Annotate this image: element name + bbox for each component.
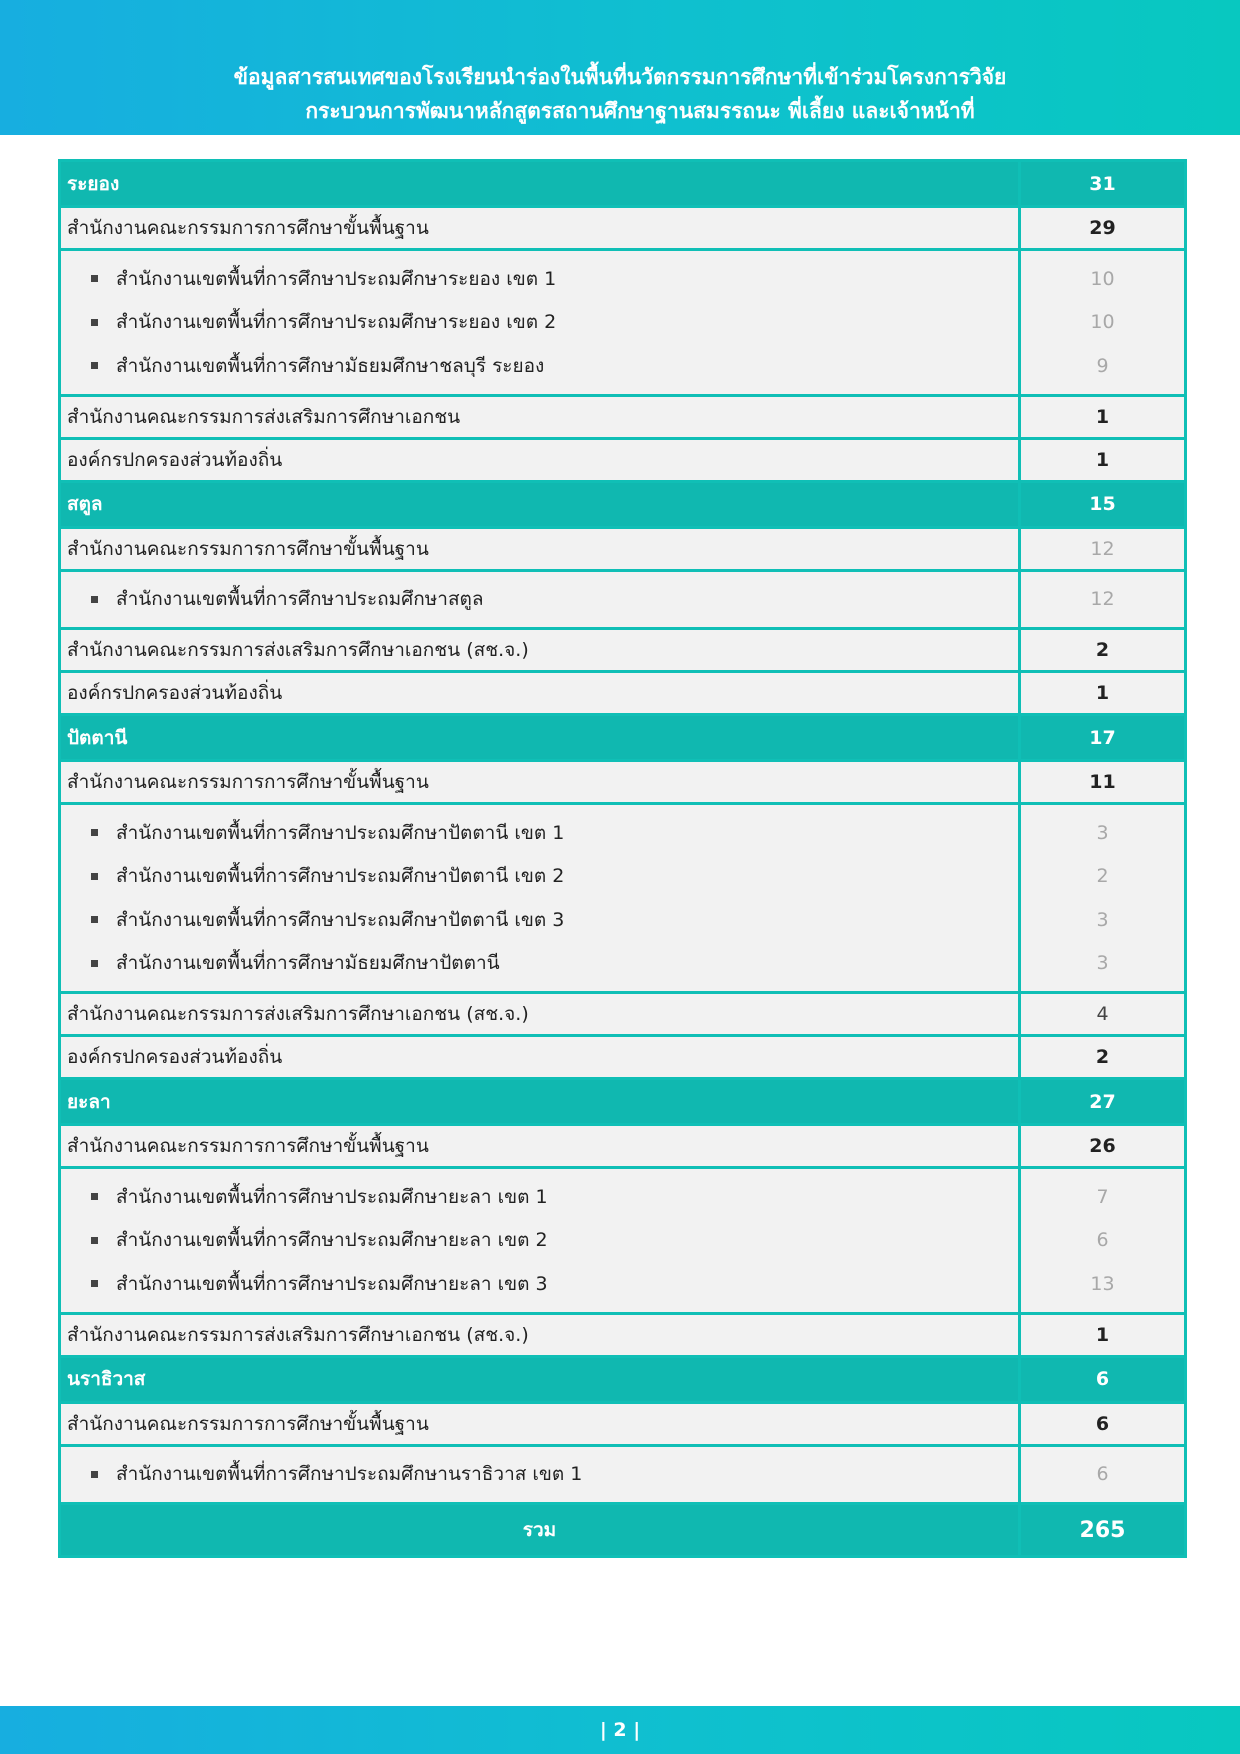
district-name: สำนักงานเขตพื้นที่การศึกษาประถมศึกษายะลา เขต 2 xyxy=(116,1229,548,1252)
agency-count: 12 xyxy=(1020,527,1186,570)
province-name: ระยอง xyxy=(60,161,1020,207)
district-count: 9 xyxy=(1096,354,1109,377)
agency-name: สำนักงานคณะกรรมการส่งเสริมการศึกษาเอกชน (สช.จ.) xyxy=(60,1313,1020,1356)
total-value: 265 xyxy=(1020,1504,1186,1557)
schools-table xyxy=(58,159,1187,1558)
page-number: | 2 | xyxy=(599,1719,641,1741)
square-bullet-icon xyxy=(91,275,98,282)
district-counts-cell xyxy=(1020,1168,1186,1314)
district-count: 7 xyxy=(1096,1185,1109,1208)
province-total: 6 xyxy=(1020,1356,1186,1402)
district-item xyxy=(61,1453,1018,1497)
district-count: 6 xyxy=(1096,1229,1109,1252)
district-names-cell xyxy=(60,250,1020,396)
district-group xyxy=(60,1168,1186,1314)
province-row xyxy=(60,161,1186,207)
district-name: สำนักงานเขตพื้นที่การศึกษาประถมศึกษาปัตตานี เขต 1 xyxy=(116,821,565,844)
district-item xyxy=(61,942,1018,986)
district-group xyxy=(60,570,1186,629)
district-name: สำนักงานเขตพื้นที่การศึกษาประถมศึกษาสตูล xyxy=(116,588,484,611)
district-count: 3 xyxy=(1096,908,1109,931)
header-title-line1: ข้อมูลสารสนเทศของโรงเรียนนำร่องในพื้นที่นวัตกรรมการศึกษาที่เข้าร่วมโครงการวิจัย xyxy=(233,65,1007,89)
agency-row xyxy=(60,438,1186,481)
agency-count: 1 xyxy=(1020,395,1186,438)
agency-name: สำนักงานคณะกรรมการการศึกษาขั้นพื้นฐาน xyxy=(60,207,1020,250)
district-item xyxy=(61,1175,1018,1219)
square-bullet-icon xyxy=(91,1280,98,1287)
district-name: สำนักงานเขตพื้นที่การศึกษาประถมศึกษาระยอง เขต 1 xyxy=(116,267,557,290)
district-count: 3 xyxy=(1096,952,1109,975)
square-bullet-icon xyxy=(91,362,98,369)
district-name: สำนักงานเขตพื้นที่การศึกษามัธยมศึกษาชลบุรี ระยอง xyxy=(116,354,545,377)
province-total: 27 xyxy=(1020,1079,1186,1125)
province-row xyxy=(60,1079,1186,1125)
district-count: 10 xyxy=(1090,267,1115,290)
district-counts-cell xyxy=(1020,250,1186,396)
province-row xyxy=(60,481,1186,527)
agency-count: 2 xyxy=(1020,629,1186,672)
agency-row xyxy=(60,993,1186,1036)
agency-name: องค์กรปกครองส่วนท้องถิ่น xyxy=(60,672,1020,715)
province-name: สตูล xyxy=(60,481,1020,527)
district-count: 13 xyxy=(1090,1272,1115,1295)
agency-name: องค์กรปกครองส่วนท้องถิ่น xyxy=(60,438,1020,481)
square-bullet-icon xyxy=(91,916,98,923)
header-title-line2: กระบวนการพัฒนาหลักสูตรสถานศึกษาฐานสมรรถนะ พี่เลี้ยง และเจ้าหน้าที่ xyxy=(305,99,975,123)
district-name: สำนักงานเขตพื้นที่การศึกษาประถมศึกษานราธิวาส เขต 1 xyxy=(116,1463,583,1486)
district-name: สำนักงานเขตพื้นที่การศึกษาประถมศึกษายะลา เขต 3 xyxy=(116,1272,548,1295)
province-total: 31 xyxy=(1020,161,1186,207)
district-counts-cell xyxy=(1020,570,1186,629)
agency-name: องค์กรปกครองส่วนท้องถิ่น xyxy=(60,1036,1020,1079)
agency-name: สำนักงานคณะกรรมการส่งเสริมการศึกษาเอกชน (สช.จ.) xyxy=(60,629,1020,672)
agency-name: สำนักงานคณะกรรมการส่งเสริมการศึกษาเอกชน (สช.จ.) xyxy=(60,993,1020,1036)
agency-count: 1 xyxy=(1020,1313,1186,1356)
district-names-cell xyxy=(60,1445,1020,1504)
district-item xyxy=(61,1262,1018,1306)
district-name: สำนักงานเขตพื้นที่การศึกษาประถมศึกษาระยอง เขต 2 xyxy=(116,311,557,334)
agency-row xyxy=(60,672,1186,715)
agency-name: สำนักงานคณะกรรมการการศึกษาขั้นพื้นฐาน xyxy=(60,527,1020,570)
agency-name: สำนักงานคณะกรรมการการศึกษาขั้นพื้นฐาน xyxy=(60,1402,1020,1445)
district-group xyxy=(60,804,1186,993)
square-bullet-icon xyxy=(91,319,98,326)
district-count: 6 xyxy=(1096,1463,1109,1486)
agency-row xyxy=(60,527,1186,570)
district-group xyxy=(60,1445,1186,1504)
district-name: สำนักงานเขตพื้นที่การศึกษาประถมศึกษาปัตตานี เขต 3 xyxy=(116,908,565,931)
schools-table-wrap xyxy=(58,159,1184,1558)
district-group xyxy=(60,250,1186,396)
square-bullet-icon xyxy=(91,1471,98,1478)
district-names-cell xyxy=(60,1168,1020,1314)
agency-row xyxy=(60,207,1186,250)
agency-count: 1 xyxy=(1020,438,1186,481)
district-count: 2 xyxy=(1096,865,1109,888)
district-item xyxy=(61,578,1018,622)
page-footer xyxy=(0,1706,1240,1754)
page-header xyxy=(0,0,1240,135)
agency-row xyxy=(60,395,1186,438)
agency-row xyxy=(60,1036,1186,1079)
square-bullet-icon xyxy=(91,960,98,967)
agency-count: 26 xyxy=(1020,1125,1186,1168)
agency-row xyxy=(60,1402,1186,1445)
total-label: รวม xyxy=(60,1504,1020,1557)
agency-count: 2 xyxy=(1020,1036,1186,1079)
district-item xyxy=(61,898,1018,942)
province-name: ปัตตานี xyxy=(60,715,1020,761)
agency-row xyxy=(60,761,1186,804)
district-count: 10 xyxy=(1090,311,1115,334)
agency-name: สำนักงานคณะกรรมการการศึกษาขั้นพื้นฐาน xyxy=(60,1125,1020,1168)
agency-row xyxy=(60,629,1186,672)
agency-name: สำนักงานคณะกรรมการส่งเสริมการศึกษาเอกชน xyxy=(60,395,1020,438)
district-item xyxy=(61,855,1018,899)
province-name: ยะลา xyxy=(60,1079,1020,1125)
province-total: 17 xyxy=(1020,715,1186,761)
district-names-cell xyxy=(60,804,1020,993)
district-counts-cell xyxy=(1020,804,1186,993)
district-item xyxy=(61,811,1018,855)
agency-count: 4 xyxy=(1020,993,1186,1036)
agency-count: 29 xyxy=(1020,207,1186,250)
district-item xyxy=(61,1219,1018,1263)
district-count: 3 xyxy=(1096,821,1109,844)
province-total: 15 xyxy=(1020,481,1186,527)
agency-count: 1 xyxy=(1020,672,1186,715)
province-row xyxy=(60,1356,1186,1402)
total-row xyxy=(60,1504,1186,1557)
agency-count: 6 xyxy=(1020,1402,1186,1445)
district-name: สำนักงานเขตพื้นที่การศึกษามัธยมศึกษาปัตตานี xyxy=(116,952,500,975)
agency-row xyxy=(60,1313,1186,1356)
district-item xyxy=(61,301,1018,345)
district-name: สำนักงานเขตพื้นที่การศึกษาประถมศึกษาปัตตานี เขต 2 xyxy=(116,865,565,888)
square-bullet-icon xyxy=(91,1193,98,1200)
district-names-cell xyxy=(60,570,1020,629)
province-name: นราธิวาส xyxy=(60,1356,1020,1402)
district-count: 12 xyxy=(1090,588,1115,611)
square-bullet-icon xyxy=(91,873,98,880)
agency-row xyxy=(60,1125,1186,1168)
square-bullet-icon xyxy=(91,1237,98,1244)
district-name: สำนักงานเขตพื้นที่การศึกษาประถมศึกษายะลา เขต 1 xyxy=(116,1185,548,1208)
district-item xyxy=(61,344,1018,388)
agency-name: สำนักงานคณะกรรมการการศึกษาขั้นพื้นฐาน xyxy=(60,761,1020,804)
square-bullet-icon xyxy=(91,596,98,603)
district-item xyxy=(61,257,1018,301)
square-bullet-icon xyxy=(91,829,98,836)
province-row xyxy=(60,715,1186,761)
district-counts-cell xyxy=(1020,1445,1186,1504)
agency-count: 11 xyxy=(1020,761,1186,804)
